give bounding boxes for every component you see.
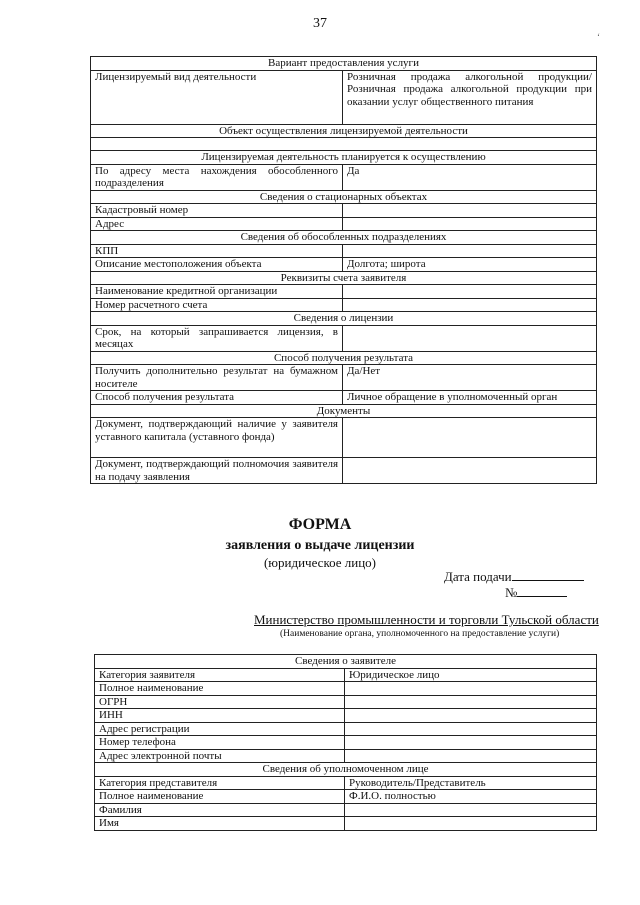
table-row [91, 418, 597, 458]
section-header: Объект осуществления лицензируемой деятельности [91, 124, 597, 138]
field-label: Наименование кредитной организации [91, 285, 343, 299]
empty-field[interactable] [91, 138, 597, 151]
table-row [95, 776, 597, 790]
table-row [95, 817, 597, 831]
date-field[interactable] [512, 569, 584, 581]
table-row [95, 736, 597, 750]
table-row [91, 244, 597, 258]
table-row [91, 217, 597, 231]
field-label: По адресу места нахождения обособленного подразделения [91, 164, 343, 190]
form-subtitle: заявления о выдаче лицензии [225, 538, 415, 553]
section-header: Реквизиты счета заявителя [91, 271, 597, 285]
field-value[interactable] [345, 709, 597, 723]
table-row [91, 458, 597, 484]
section-header: Документы [91, 404, 597, 418]
field-label: Кадастровый номер [91, 204, 343, 218]
field-value[interactable] [343, 325, 597, 351]
field-value[interactable]: Ф.И.О. полностью [345, 790, 597, 804]
section-header: Способ получения результата [91, 351, 597, 365]
field-label: Полное наименование [95, 682, 345, 696]
table-row [91, 164, 597, 190]
section-header-row [91, 57, 597, 71]
field-label: ОГРН [95, 695, 345, 709]
corner-mark: ʻ [597, 32, 600, 42]
section-header-row [91, 151, 597, 165]
submission-date [444, 569, 584, 585]
service-details-table [90, 56, 597, 484]
field-value[interactable]: Долгота; широта [343, 258, 597, 272]
section-header: Вариант предоставления услуги [91, 57, 597, 71]
field-label: Номер расчетного счета [91, 298, 343, 312]
section-header: Сведения о лицензии [91, 312, 597, 326]
field-value[interactable]: Да/Нет [343, 365, 597, 391]
table-row [91, 391, 597, 405]
section-header: Сведения о стационарных объектах [91, 190, 597, 204]
field-label: Категория заявителя [95, 668, 345, 682]
section-header-row [91, 190, 597, 204]
section-header: Сведения об обособленных подразделениях [91, 231, 597, 245]
page-number: 37 [313, 16, 327, 31]
field-value[interactable] [343, 244, 597, 258]
number-label: № [505, 585, 518, 600]
field-label: Номер телефона [95, 736, 345, 750]
date-label: Дата подачи [444, 569, 512, 584]
field-label: Получить дополнительно результат на бумажном носителе [91, 365, 343, 391]
field-value[interactable] [343, 418, 597, 458]
section-header-row [91, 124, 597, 138]
field-label: Способ получения результата [91, 391, 343, 405]
field-label: Категория представителя [95, 776, 345, 790]
field-label: Срок, на который запрашивается лицензия, в месяцах [91, 325, 343, 351]
section-header: Сведения о заявителе [95, 655, 597, 669]
field-value[interactable] [343, 458, 597, 484]
table-row [95, 682, 597, 696]
field-value[interactable]: Юридическое лицо [345, 668, 597, 682]
section-header: Сведения об уполномоченном лице [95, 763, 597, 777]
field-value[interactable] [343, 204, 597, 218]
table-row [91, 204, 597, 218]
field-label: Имя [95, 817, 345, 831]
section-header-row [91, 271, 597, 285]
table-row [95, 709, 597, 723]
field-value[interactable] [343, 285, 597, 299]
field-label: Адрес [91, 217, 343, 231]
form-title: ФОРМА [288, 516, 352, 533]
field-value[interactable] [345, 682, 597, 696]
table-row [91, 285, 597, 299]
table-row [91, 298, 597, 312]
table-row [91, 365, 597, 391]
field-label: Адрес регистрации [95, 722, 345, 736]
section-header-row [91, 404, 597, 418]
field-label: Документ, подтверждающий наличие у заявителя уставного капитала (уставного фонда) [91, 418, 343, 458]
field-label: Полное наименование [95, 790, 345, 804]
table-row [91, 70, 597, 124]
field-label: Документ, подтверждающий полномочия заявителя на подачу заявления [91, 458, 343, 484]
field-value[interactable] [345, 736, 597, 750]
ministry-note: (Наименование органа, уполномоченного на предоставление услуги) [280, 629, 560, 639]
section-header-row [91, 231, 597, 245]
field-label: Лицензируемый вид деятельности [91, 70, 343, 124]
section-header-row [91, 312, 597, 326]
field-value[interactable] [345, 695, 597, 709]
section-header-row [95, 763, 597, 777]
section-header-row [95, 655, 597, 669]
field-value[interactable] [343, 217, 597, 231]
applicant-details-table [94, 654, 597, 831]
table-row [95, 695, 597, 709]
field-label: ИНН [95, 709, 345, 723]
table-row [91, 138, 597, 151]
table-row [91, 258, 597, 272]
table-row [95, 668, 597, 682]
field-value[interactable] [345, 722, 597, 736]
field-value[interactable] [345, 749, 597, 763]
table-row [95, 803, 597, 817]
field-value[interactable]: Руководитель/Представитель [345, 776, 597, 790]
number-field[interactable] [517, 585, 567, 597]
field-value[interactable]: Розничная продажа алкогольной продукции/Розничная продажа алкогольной продукции при оказании услуг общественного питания [343, 70, 597, 124]
table-row [95, 749, 597, 763]
field-label: Описание местоположения объекта [91, 258, 343, 272]
field-value[interactable] [345, 803, 597, 817]
form-entity: (юридическое лицо) [263, 555, 377, 570]
section-header-row [91, 351, 597, 365]
application-number [505, 585, 567, 601]
section-header: Лицензируемая деятельность планируется к осуществлению [91, 151, 597, 165]
field-label: Адрес электронной почты [95, 749, 345, 763]
field-value[interactable] [343, 298, 597, 312]
field-label: Фамилия [95, 803, 345, 817]
table-row [95, 722, 597, 736]
field-value[interactable]: Да [343, 164, 597, 190]
ministry-name: Министерство промышленности и торговли Тульской области [254, 612, 599, 627]
table-row [91, 325, 597, 351]
table-row [95, 790, 597, 804]
field-label: КПП [91, 244, 343, 258]
field-value[interactable]: Личное обращение в уполномоченный орган [343, 391, 597, 405]
field-value[interactable] [345, 817, 597, 831]
